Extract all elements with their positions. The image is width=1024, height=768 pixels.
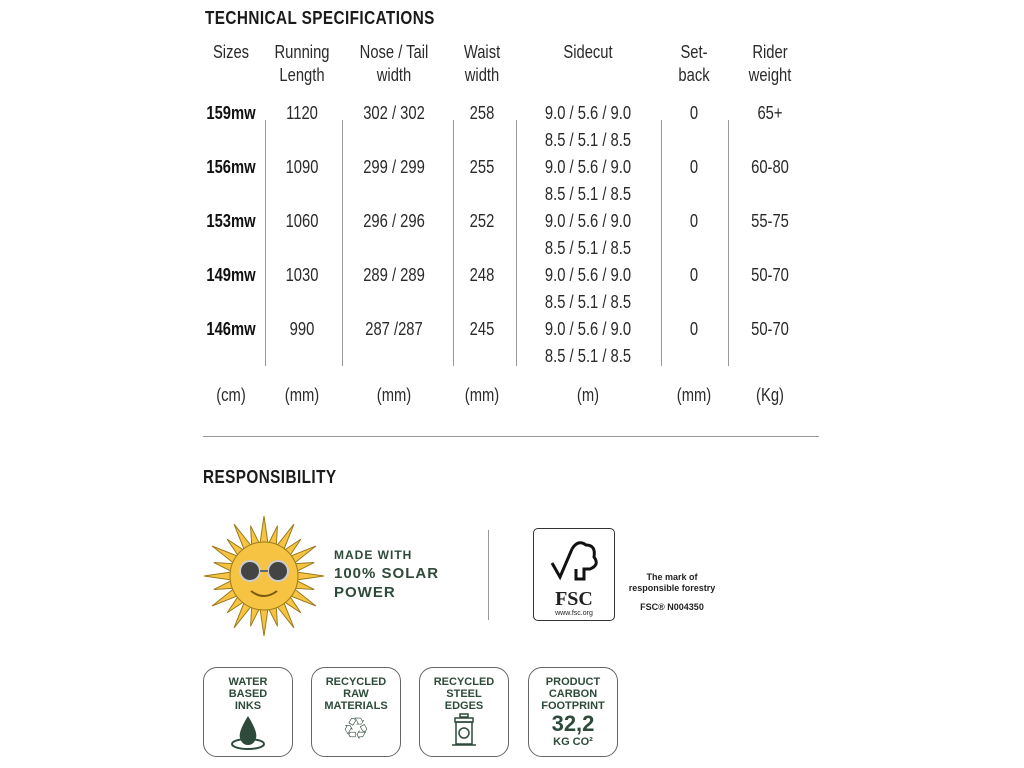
recycle-icon: ♲ — [342, 713, 370, 746]
spec-value: 289 / 289 — [363, 265, 425, 285]
spec-value: 296 / 296 — [363, 211, 425, 231]
unit-label: (m) — [576, 385, 600, 405]
sidecut-value: 8.5 / 5.1 / 8.5 — [544, 184, 632, 204]
solar-line-2: 100% SOLAR — [334, 565, 440, 582]
water-drop-icon — [228, 712, 268, 752]
fsc-code: FSC® N004350 — [640, 602, 704, 612]
spec-value: 252 — [469, 211, 495, 231]
fsc-logo — [533, 528, 615, 621]
sidecut-value: 9.0 / 5.6 / 9.0 — [544, 265, 632, 285]
badge-water-based-inks — [203, 667, 293, 757]
sidecut-value: 8.5 / 5.1 / 8.5 — [544, 130, 632, 150]
fsc-tagline-1: The mark of — [646, 572, 698, 582]
column-header: back — [678, 65, 710, 85]
badge-line: RAW — [343, 688, 369, 700]
badge-line: CARBON — [548, 688, 598, 700]
column-header: weight — [748, 65, 792, 85]
unit-label: (mm) — [464, 385, 500, 405]
spec-value: 0 — [689, 319, 699, 339]
badge-line: INKS — [234, 700, 262, 712]
fsc-url: www.fsc.org — [555, 610, 593, 617]
spec-value: 255 — [469, 157, 495, 177]
badge-line: WATER — [228, 676, 268, 688]
badge-line: BASED — [228, 688, 268, 700]
sidecut-value: 9.0 / 5.6 / 9.0 — [544, 157, 632, 177]
column-divider — [342, 120, 343, 366]
unit-label: (Kg) — [756, 385, 784, 405]
badge-recycled-raw-materials — [311, 667, 401, 757]
fsc-text: FSC — [555, 588, 593, 610]
badge-line: RECYCLED — [325, 676, 387, 688]
sidecut-value: 8.5 / 5.1 / 8.5 — [544, 292, 632, 312]
responsibility-title: RESPONSIBILITY — [203, 467, 337, 487]
column-header: Sidecut — [563, 42, 613, 62]
sidecut-value: 9.0 / 5.6 / 9.0 — [544, 211, 632, 231]
badge-line: PRODUCT — [545, 676, 601, 688]
badge-line: STEEL — [446, 688, 482, 700]
spec-value: 258 — [469, 103, 495, 123]
spec-value: 0 — [689, 103, 699, 123]
spec-value: 1090 — [285, 157, 319, 177]
unit-label: (mm) — [376, 385, 412, 405]
column-header: Rider — [752, 42, 788, 62]
spec-value: 287 /287 — [365, 319, 423, 339]
size-label: 149mw — [206, 265, 256, 285]
spec-value: 55-75 — [751, 211, 789, 231]
spec-value: 1120 — [286, 103, 318, 123]
size-label: 153mw — [206, 211, 256, 231]
spec-value: 990 — [289, 319, 315, 339]
spec-value: 50-70 — [751, 319, 789, 339]
column-header: width — [464, 65, 500, 85]
solar-line-3: POWER — [334, 584, 396, 601]
carbon-unit: KG CO² — [553, 736, 593, 748]
size-label: 156mw — [206, 157, 256, 177]
unit-label: (mm) — [676, 385, 712, 405]
size-label: 159mw — [206, 103, 256, 123]
column-divider — [516, 120, 517, 366]
divider — [203, 436, 819, 437]
sun-ray — [260, 608, 268, 636]
badge-line: RECYCLED — [433, 676, 495, 688]
spec-value: 299 / 299 — [363, 157, 425, 177]
solar-sun-icon — [203, 515, 325, 637]
spec-value: 0 — [689, 211, 699, 231]
column-header: width — [376, 65, 412, 85]
spec-value: 245 — [469, 319, 495, 339]
spec-value: 50-70 — [751, 265, 789, 285]
column-header: Set- — [680, 42, 708, 62]
spec-value: 1060 — [285, 211, 319, 231]
solar-line-1: MADE WITH — [334, 548, 413, 562]
carbon-value: 32,2 — [551, 711, 595, 736]
spec-value: 248 — [469, 265, 495, 285]
specs-title: TECHNICAL SPECIFICATIONS — [205, 8, 435, 28]
column-header: Length — [279, 65, 325, 85]
column-divider — [728, 120, 729, 366]
sidecut-value: 9.0 / 5.6 / 9.0 — [544, 319, 632, 339]
column-divider — [265, 120, 266, 366]
badge-carbon-footprint — [528, 667, 618, 757]
column-divider — [661, 120, 662, 366]
sidecut-value: 8.5 / 5.1 / 8.5 — [544, 238, 632, 258]
size-label: 146mw — [206, 319, 256, 339]
fsc-tree-icon — [544, 535, 604, 585]
column-header: Waist — [463, 42, 501, 62]
badge-recycled-steel-edges — [419, 667, 509, 757]
unit-label: (cm) — [216, 385, 246, 405]
sidecut-value: 9.0 / 5.6 / 9.0 — [544, 103, 632, 123]
column-header: Running — [274, 42, 330, 62]
spec-value: 0 — [689, 265, 699, 285]
unit-label: (mm) — [284, 385, 320, 405]
spec-value: 302 / 302 — [363, 103, 425, 123]
badge-line: FOOTPRINT — [541, 700, 605, 712]
fsc-tagline-2: responsible forestry — [628, 583, 716, 593]
sun-ray — [204, 572, 232, 580]
badge-line: EDGES — [444, 700, 484, 712]
spec-value: 60-80 — [751, 157, 789, 177]
spec-value: 0 — [689, 157, 699, 177]
spec-value: 1030 — [285, 265, 319, 285]
column-divider — [453, 120, 454, 366]
column-header: Nose / Tail — [359, 42, 429, 62]
sun-ray — [260, 516, 268, 544]
column-header: Sizes — [212, 42, 250, 62]
spec-value: 65+ — [757, 103, 783, 123]
badge-line: MATERIALS — [324, 700, 388, 712]
sun-ray — [296, 572, 324, 580]
sidecut-value: 8.5 / 5.1 / 8.5 — [544, 346, 632, 366]
recycle-bin-icon — [449, 712, 479, 748]
divider-vertical — [488, 530, 489, 620]
